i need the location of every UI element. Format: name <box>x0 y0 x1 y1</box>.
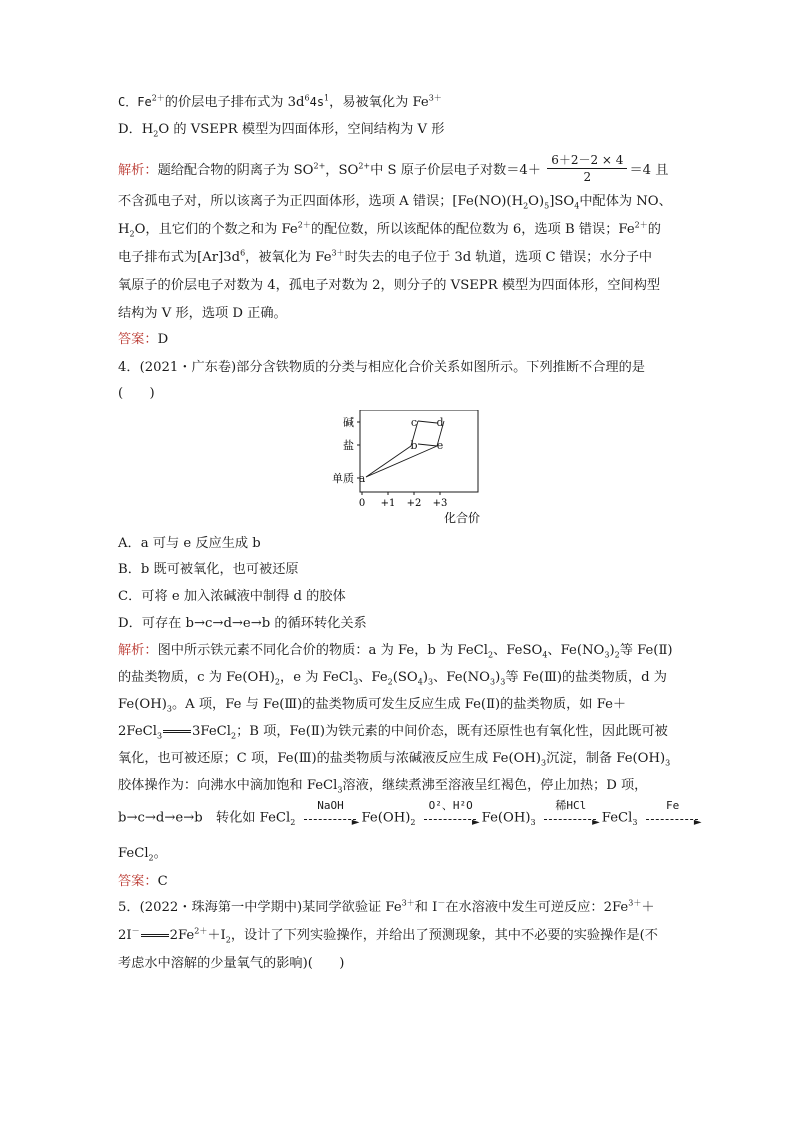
analysis-line-7: 解析：图中所示铁元素不同化合价的物质：a 为 Fe，b 为 FeCl$_2$、FeSO$_4$、$Fe(NO_3)_2$等 Fe(Ⅱ) <box>118 643 673 660</box>
analysis-line-11: 氧化，也可被还原；C 项，Fe(Ⅲ)的盐类物质与浓碱液反应生成 $Fe(OH)_3$沉淀，制备 $Fe(OH)_3$ <box>118 751 671 768</box>
answer-line-1: 答案：D <box>118 332 169 347</box>
connection-line <box>366 446 411 477</box>
connection-line <box>418 421 437 423</box>
option-4d: D．可存在 b→c→d→e→b 的循环转化关系 <box>118 616 367 631</box>
y-tick-label: 单质 <box>332 472 354 485</box>
question-4-paren: ( ) <box>118 386 155 401</box>
point-d: d <box>436 416 444 429</box>
equals-sign <box>163 730 191 733</box>
option-4c: C．可将 e 加入浓碱液中制得 d 的胶体 <box>118 589 346 604</box>
analysis-line-5: 氧原子的价层电子对数为 4，孤电子对数为 2，则分子的 VSEPR 模型为四面体形，空间构型 <box>118 278 661 293</box>
analysis-label-2: 解析： <box>118 643 158 658</box>
iron-valence-chart <box>314 410 504 524</box>
equals-sign-2 <box>141 934 169 937</box>
analysis-line-10: 2FeCl$_3$ 3FeCl$_2$；B 项，Fe(Ⅱ)为铁元素的中间价态，既有还原性也有氧化性，因此既可被 <box>118 724 668 741</box>
x-tick-label: +2 <box>406 498 422 509</box>
analysis-line-8: 的盐类物质，c 为 $Fe(OH)_2$，e 为 FeCl$_3$、$Fe_2(SO_4)_3$、$Fe(NO_3)_3$等 Fe(Ⅲ)的盐类物质，d 为 <box>118 670 667 687</box>
question-5-line-2: 2I－ $2Fe^{2+}+I_2$，设计了下列实验操作，并给出了预测现象，其中不必要的实验操作是(不 <box>118 926 658 945</box>
x-axis-label: 化合价 <box>443 511 481 524</box>
x-tick-label: +3 <box>432 498 448 509</box>
question-5-line-1: 5．(2022・珠海第一中学期中)某同学欲验证 $Fe^{3+}$和 I－在水溶液中发生可逆反应：$2Fe^{3+}+$ <box>118 898 655 915</box>
analysis-line-4: 电子排布式为$[Ar]3d^6$，被氧化为 $Fe^{3+}$时失去的电子位于 3d 轨道，选项 C 错误；水分子中 <box>118 248 653 265</box>
analysis-line-3: $H_2O$，且它们的个数之和为 $Fe^{2+}$的配位数，所以该配体的配位数为 6，选项 B 错误；$Fe^{2+}$的 <box>118 220 661 239</box>
analysis-line-2: 不含孤电子对，所以该离子为正四面体形，选项 A 错误；$[Fe(NO)(H_2O)_5]SO_4$中配体为 NO、 <box>118 194 672 211</box>
option-4b: B．b 既可被氧化，也可被还原 <box>118 562 299 577</box>
option-d-line: D．$H_2O$ 的 VSEPR 模型为四面体形，空间结构为 V 形 <box>118 122 445 139</box>
analysis-line-13: b→c→d→e→b 转化如 FeCl$_2$ NaOH ► $Fe(OH)_2$ O²、H²O ► $Fe(OH)_3$ 稀HCl ► FeCl$_3$ Fe ► <box>118 799 702 828</box>
x-tick-label: +1 <box>380 498 396 509</box>
reaction-arrow-3: 稀HCl ► <box>540 808 602 828</box>
y-tick-label: 盐 <box>343 439 354 452</box>
answer-label-2: 答案： <box>118 874 158 889</box>
reaction-arrow-2: O²、H²O ► <box>420 808 482 828</box>
analysis-line-12: 胶体操作为：向沸水中滴加饱和 FeCl$_3$溶液，继续煮沸至溶液呈红褐色，停止加热；D 项， <box>118 778 648 795</box>
point-c: c <box>410 416 418 429</box>
y-tick-label: 碱 <box>343 416 354 429</box>
analysis-line-9: $Fe(OH)_3$。A 项，Fe 与 Fe(Ⅲ)的盐类物质可发生反应生成 Fe(Ⅱ)的盐类物质，如 Fe＋ <box>118 697 627 714</box>
point-b: b <box>410 439 418 452</box>
fraction: $\frac{6+2-2 \times 4}{2}$ <box>547 152 627 185</box>
x-tick-label: 0 <box>358 498 366 509</box>
analysis-label: 解析： <box>118 163 158 178</box>
reaction-arrow-1: NaOH ► <box>300 808 362 828</box>
answer-label: 答案： <box>118 332 158 347</box>
reaction-arrow-4: Fe ► <box>642 808 704 828</box>
point-a: a <box>358 472 366 485</box>
plot-frame <box>360 410 478 492</box>
option-4a: A．a 可与 e 反应生成 b <box>118 536 261 551</box>
connection-line <box>418 444 437 446</box>
analysis-line-6: 结构为 V 形，选项 D 正确。 <box>118 306 287 321</box>
analysis-line-14: FeCl$_2$。 <box>118 846 167 863</box>
option-c-line: C．$Fe^{2+}$的价层电子排布式为 $3d^64s^1$，易被氧化为 $Fe^{3+}$ <box>118 93 442 110</box>
question-5-line-3: 考虑水中溶解的少量氧气的影响)( ) <box>118 956 345 971</box>
point-e: e <box>436 439 444 452</box>
analysis-line-1: 解析：题给配合物的阴离子为 $SO^{2+}$，$SO^{2+}$中 S 原子价层电子对数＝4＋ $\frac{6+2-2 \times 4}{2}$ ＝4 且 <box>118 153 669 184</box>
connection-line <box>366 446 437 477</box>
answer-line-2: 答案：C <box>118 874 168 889</box>
question-4-stem: 4．(2021・广东卷)部分含铁物质的分类与相应化合价关系如图所示。下列推断不合理的是 <box>118 360 645 375</box>
